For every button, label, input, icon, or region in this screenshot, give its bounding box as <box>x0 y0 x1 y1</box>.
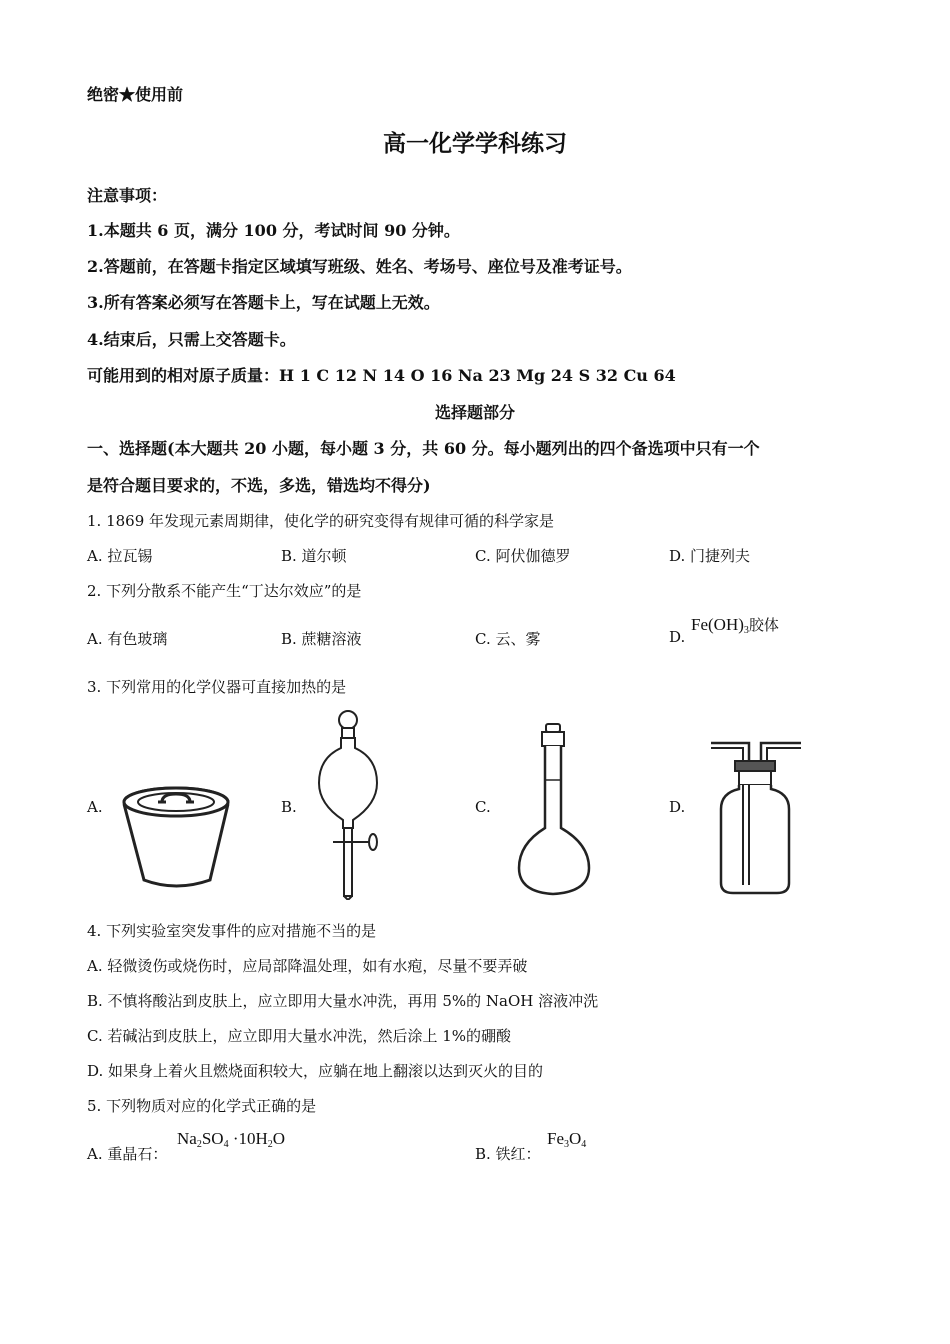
q5-option-b-formula <box>547 1129 586 1150</box>
formula-suffix: 胶体 <box>748 616 779 634</box>
atomic-mass-line: 可能用到的相对原子质量：H 1 C 12 N 14 O 16 Na 23 Mg 24 S 32 Cu 64 <box>87 366 676 385</box>
section-instruction-2: 是符合题目要求的，不选，多选，错选均不得分) <box>87 476 431 495</box>
volumetric-flask-image <box>515 720 595 898</box>
notice-item-3: 3.所有答案必须写在答题卡上，写在试题上无效。 <box>87 293 440 312</box>
q4-option-b[interactable]: B. 不慎将酸沾到皮肤上，应立即用大量水冲洗，再用 5%的 NaOH 溶液冲洗 <box>87 992 599 1010</box>
q2-option-b[interactable]: B. 蔗糖溶液 <box>281 630 362 648</box>
question-5-stem: 5. 下列物质对应的化学式正确的是 <box>87 1097 317 1115</box>
question-4-stem: 4. 下列实验室突发事件的应对措施不当的是 <box>87 922 377 940</box>
section-title: 选择题部分 <box>434 403 515 422</box>
q2-option-d[interactable] <box>669 628 685 646</box>
question-3-stem: 3. 下列常用的化学仪器可直接加热的是 <box>87 678 347 696</box>
formula-subscript: 4 <box>581 1139 587 1150</box>
q2-option-d-label: D. <box>669 628 686 646</box>
q5-option-b[interactable] <box>475 1143 541 1164</box>
q3-option-d[interactable]: D. <box>669 798 686 816</box>
formula-part: SO <box>201 1129 224 1148</box>
notice-heading: 注意事项： <box>87 186 168 205</box>
crucible-image <box>118 780 238 895</box>
q1-option-d[interactable]: D. 门捷列夫 <box>669 547 751 565</box>
notice-item-1: 1.本题共 6 页，满分 100 分，考试时间 90 分钟。 <box>87 221 460 240</box>
page-title: 高一化学学科练习 <box>383 130 567 157</box>
q5-option-a[interactable] <box>87 1143 167 1164</box>
notice-item-2: 2.答题前，在答题卡指定区域填写班级、姓名、考场号、座位号及准考证号。 <box>87 257 632 276</box>
q4-option-a[interactable]: A. 轻微烫伤或烧伤时，应局部降温处理，如有水疱，尽量不要弄破 <box>87 957 528 975</box>
q1-option-b[interactable]: B. 道尔顿 <box>281 547 347 565</box>
q2-option-d-formula <box>691 614 779 636</box>
q1-option-c[interactable]: C. 阿伏伽德罗 <box>475 547 571 565</box>
q1-option-a[interactable]: A. 拉瓦锡 <box>87 547 153 565</box>
formula-subscript: 4 <box>223 1139 229 1150</box>
formula-subscript: 3 <box>743 625 749 636</box>
q3-option-c[interactable]: C. <box>475 798 491 816</box>
separatory-funnel-image <box>313 708 383 900</box>
q3-option-a[interactable]: A. <box>87 798 103 816</box>
q2-option-c[interactable]: C. 云、雾 <box>475 630 541 648</box>
formula-subscript: 2 <box>267 1139 273 1150</box>
formula-text: Fe(OH) <box>691 615 744 634</box>
formula-part: ·10H <box>228 1129 268 1148</box>
question-2-stem: 2. 下列分散系不能产生“丁达尔效应”的是 <box>87 582 362 600</box>
formula-subscript: 2 <box>196 1139 202 1150</box>
gas-washing-bottle-image <box>705 735 805 897</box>
formula-subscript: 3 <box>564 1139 569 1150</box>
q3-option-b[interactable]: B. <box>281 798 297 816</box>
notice-item-4: 4.结束后，只需上交答题卡。 <box>87 330 296 349</box>
section-instruction-1: 一、选择题(本大题共 20 小题，每小题 3 分，共 60 分。每小题列出的四个备选项中只有一个 <box>87 439 760 458</box>
formula-part: O <box>569 1129 582 1148</box>
q4-option-d[interactable]: D. 如果身上着火且燃烧面积较大，应躺在地上翻滚以达到灭火的目的 <box>87 1062 544 1080</box>
formula-part: O <box>272 1129 286 1148</box>
formula-part: Fe <box>547 1129 564 1148</box>
q2-option-a[interactable]: A. 有色玻璃 <box>87 630 168 648</box>
confidential-mark: 绝密★使用前 <box>87 85 184 104</box>
formula-part: Na <box>177 1129 197 1148</box>
q5-option-a-formula <box>177 1129 285 1150</box>
q4-option-c[interactable]: C. 若碱沾到皮肤上，应立即用大量水冲洗，然后涂上 1%的硼酸 <box>87 1027 512 1045</box>
q5-option-a-label: A. 重晶石： <box>87 1145 168 1163</box>
q5-option-b-label: B. 铁红： <box>475 1145 541 1163</box>
question-1-stem: 1. 1869 年发现元素周期律，使化学的研究变得有规律可循的科学家是 <box>87 512 555 530</box>
